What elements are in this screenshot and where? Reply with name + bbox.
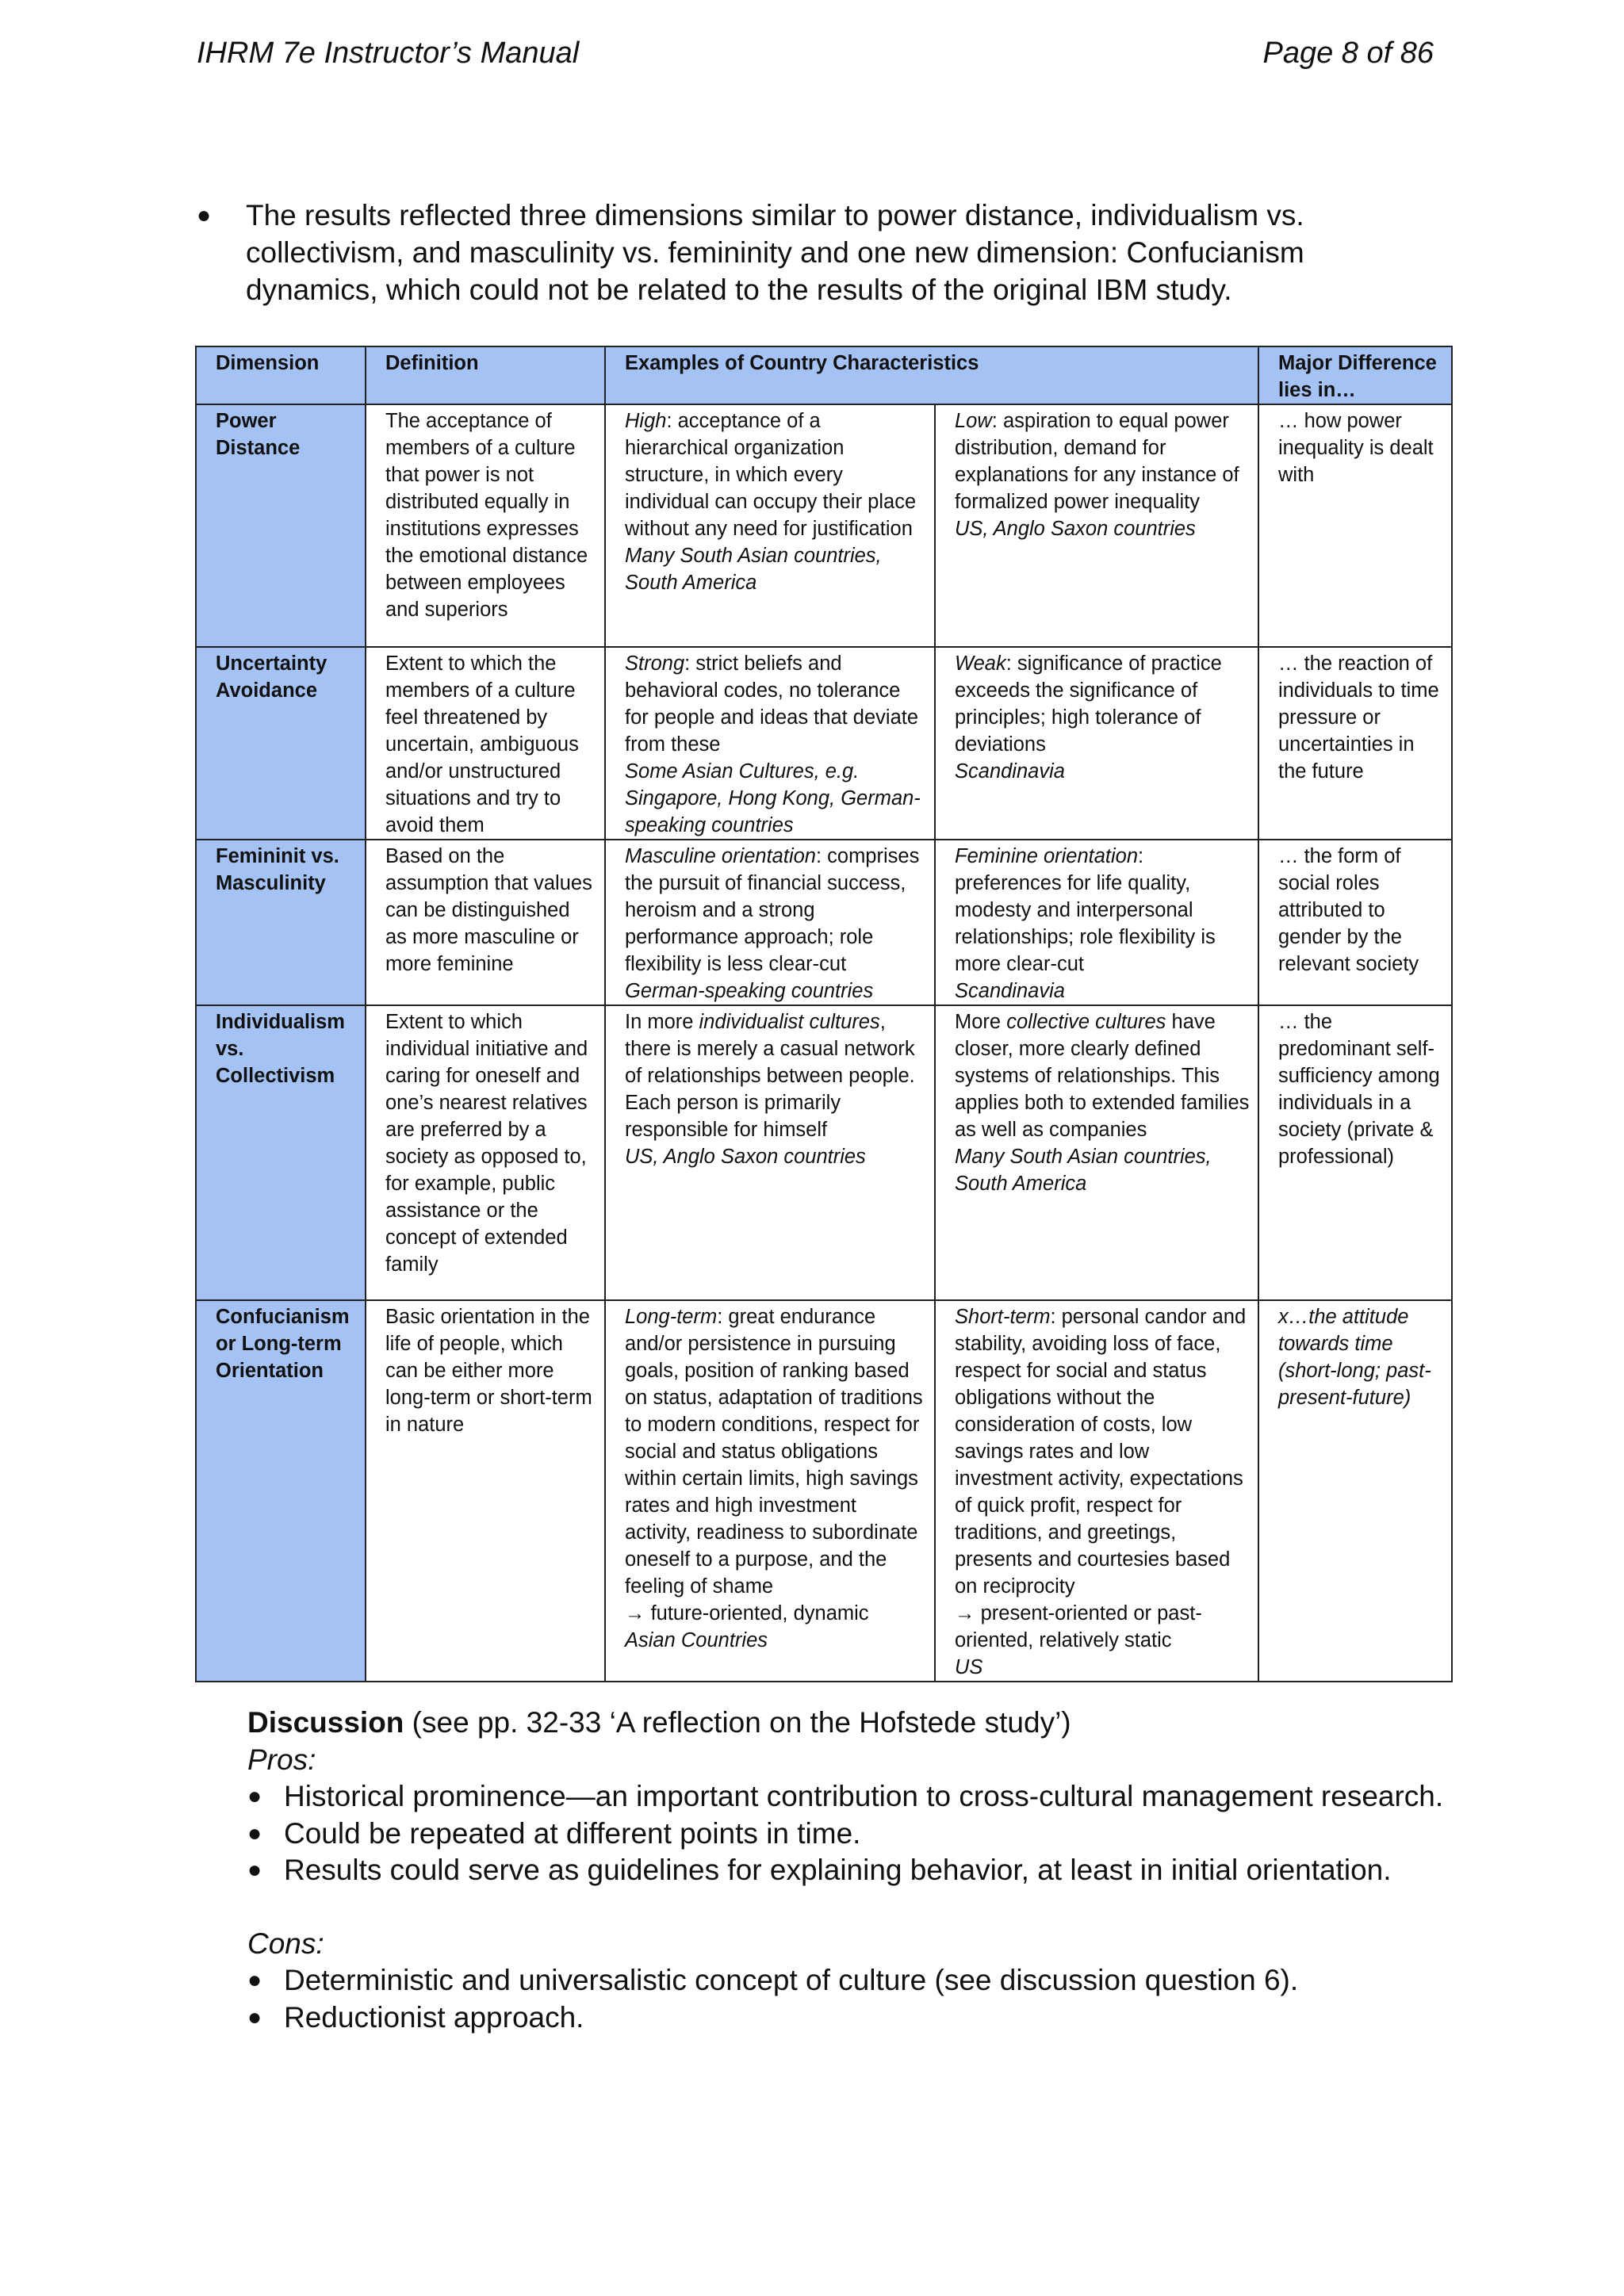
example-collective-cell: More collective cultures have closer, more clearly defined systems of relationships. This applies both to extended families as well as companies Many South Asian countries, South America	[935, 1005, 1258, 1300]
discussion-section	[247, 1705, 1484, 2036]
difference-cell: x…the attitude towards time (short-long; past-present-future)	[1258, 1300, 1452, 1682]
bullet-icon: ●	[247, 1967, 262, 1993]
intro-bullet-text: The results reflected three dimensions similar to power distance, individualism vs. collectivism, and masculinity vs. femininity and one new dimension: Confucianism dynamics, which could not be related to the results of the original IBM study.	[246, 199, 1304, 306]
difference-cell: … the form of social roles attributed to gender by the relevant society	[1258, 840, 1452, 1005]
table-row-individualism-collectivism	[196, 1005, 1452, 1300]
example-low-cell: Low: aspiration to equal power distribution, demand for explanations for any instance of formalized power inequality US, Anglo Saxon countries	[935, 404, 1258, 647]
header-page-number: Page 8 of 86	[1262, 36, 1434, 70]
list-item: ● Results could serve as guidelines for explaining behavior, at least in initial orientation.	[247, 1852, 1484, 1889]
dimension-cell: Femininit vs. Masculinity	[196, 840, 366, 1005]
example-long-term-cell: Long-term: great endurance and/or persistence in pursuing goals, position of ranking based on status, adaptation of traditions to modern conditions, respect for social and status obligations within certain limits, high savings rates and high investment activity, readiness to subordinate oneself to a purpose, and the feeling of shame → future-oriented, dynamic Asian Countries	[605, 1300, 935, 1682]
header-dimension: Dimension	[196, 346, 366, 404]
list-item: ● Deterministic and universalistic concept of culture (see discussion question 6).	[247, 1962, 1484, 1999]
table-row-femininity-masculinity	[196, 840, 1452, 1005]
bullet-icon: ●	[247, 1820, 262, 1846]
header-definition: Definition	[366, 346, 605, 404]
example-high-cell: High: acceptance of a hierarchical organization structure, in which every individual can occupy their place without any need for justification Many South Asian countries, South America	[605, 404, 935, 647]
example-masculine-cell: Masculine orientation: comprises the pursuit of financial success, heroism and a strong performance approach; role flexibility is less clear-cut German-speaking countries	[605, 840, 935, 1005]
dimension-cell: Individualism vs. Collectivism	[196, 1005, 366, 1300]
cons-label: Cons:	[247, 1927, 324, 1960]
header-examples: Examples of Country Characteristics	[605, 346, 1258, 404]
header-document-title: IHRM 7e Instructor’s Manual	[197, 36, 580, 70]
table-header-row	[196, 346, 1452, 404]
example-weak-cell: Weak: significance of practice exceeds the significance of principles; high tolerance of deviations Scandinavia	[935, 647, 1258, 840]
table-row-power-distance	[196, 404, 1452, 647]
bullet-icon: ●	[247, 1783, 262, 1809]
dimension-cell: Uncertainty Avoidance	[196, 647, 366, 840]
example-individualist-cell: In more individualist cultures, there is merely a casual network of relationships between people. Each person is primarily responsible for himself US, Anglo Saxon countries	[605, 1005, 935, 1300]
definition-cell: The acceptance of members of a culture that power is not distributed equally in institutions expresses the emotional distance between employees and superiors	[366, 404, 605, 647]
dimension-cell: Confucianism or Long-term Orientation	[196, 1300, 366, 1682]
definition-cell: Extent to which the members of a culture feel threatened by uncertain, ambiguous and/or unstructured situations and try to avoid them	[366, 647, 605, 840]
difference-cell: … the predominant self-sufficiency among individuals in a society (private & professional)	[1258, 1005, 1452, 1300]
list-item: ● Historical prominence—an important contribution to cross-cultural management research.	[247, 1778, 1484, 1816]
list-item: ● Could be repeated at different points in time.	[247, 1816, 1484, 1853]
bullet-icon: ●	[197, 202, 212, 228]
definition-cell: Basic orientation in the life of people, which can be either more long-term or short-term in nature	[366, 1300, 605, 1682]
hofstede-dimensions-table	[195, 346, 1453, 1682]
dimension-cell: Power Distance	[196, 404, 366, 647]
difference-cell: … the reaction of individuals to time pressure or uncertainties in the future	[1258, 647, 1452, 840]
list-item: ● Reductionist approach.	[247, 1999, 1484, 2037]
intro-bullet	[197, 197, 1443, 308]
bullet-icon: ●	[247, 2003, 262, 2030]
bullet-icon: ●	[247, 1857, 262, 1883]
table-row-uncertainty-avoidance	[196, 647, 1452, 840]
difference-cell: … how power inequality is dealt with	[1258, 404, 1452, 647]
header-major-difference: Major Difference lies in…	[1258, 346, 1452, 404]
example-strong-cell: Strong: strict beliefs and behavioral codes, no tolerance for people and ideas that deviate from these Some Asian Cultures, e.g. Singapore, Hong Kong, German-speaking countries	[605, 647, 935, 840]
table-row-confucianism	[196, 1300, 1452, 1682]
definition-cell: Extent to which individual initiative and caring for oneself and one’s nearest relatives are preferred by a society as opposed to, for example, public assistance or the concept of extended family	[366, 1005, 605, 1300]
pros-label: Pros:	[247, 1743, 316, 1776]
discussion-heading: Discussion (see pp. 32-33 ‘A reflection on the Hofstede study’)	[247, 1706, 1071, 1739]
example-short-term-cell: Short-term: personal candor and stability, avoiding loss of face, respect for social and status obligations without the consideration of costs, low savings rates and low investment activity, expectations of quick profit, respect for traditions, and greetings, presents and courtesies based on reciprocity → present-oriented or past-oriented, relatively static US	[935, 1300, 1258, 1682]
example-feminine-cell: Feminine orientation: preferences for life quality, modesty and interpersonal relationships; role flexibility is more clear-cut Scandinavia	[935, 840, 1258, 1005]
definition-cell: Based on the assumption that values can be distinguished as more masculine or more feminine	[366, 840, 605, 1005]
